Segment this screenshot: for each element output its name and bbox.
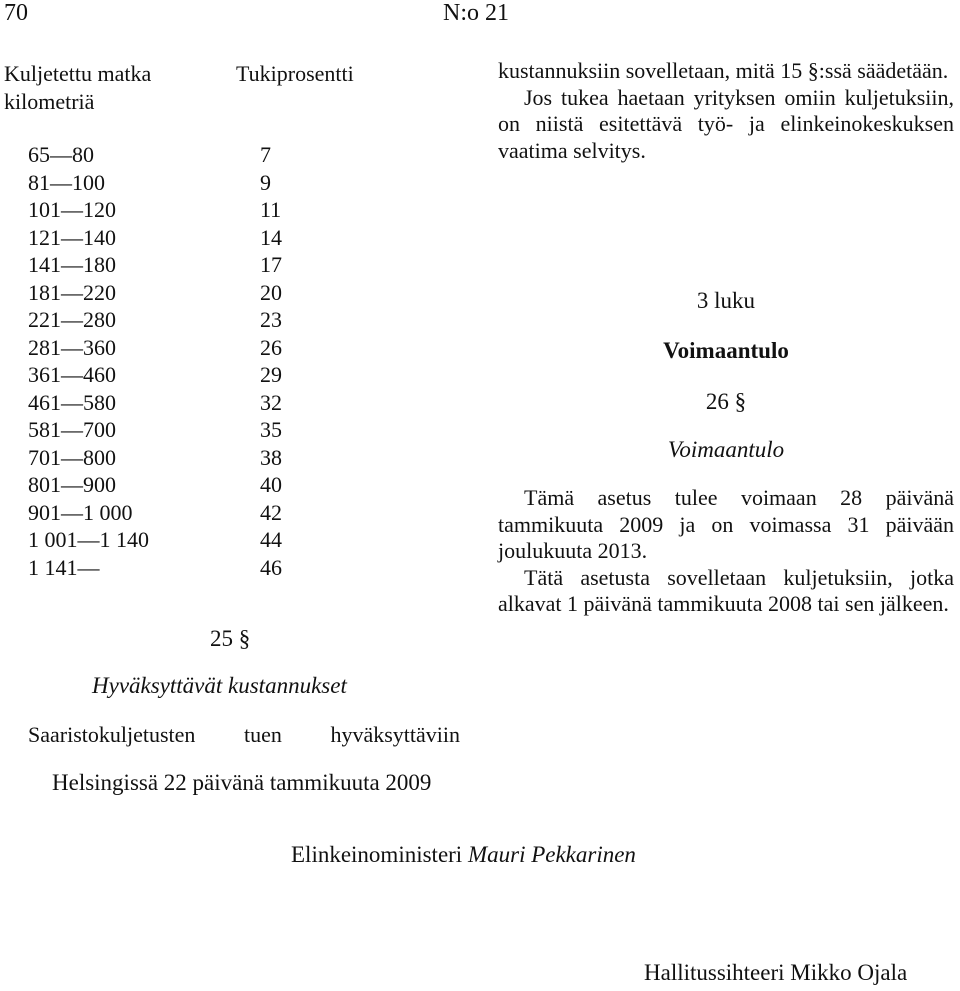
table-row bbox=[28, 224, 290, 252]
range-cell: 121—140 bbox=[28, 224, 116, 250]
table-header-percent: Tukiprosentti bbox=[236, 61, 354, 86]
range-cell: 141—180 bbox=[28, 252, 116, 277]
range-cell: 101—120 bbox=[28, 197, 116, 222]
range-cell: 1 141— bbox=[28, 554, 100, 580]
table-row bbox=[28, 526, 290, 554]
secretary-signature: Hallitussihteeri Mikko Ojala bbox=[644, 960, 908, 985]
section-25-number: 25 § bbox=[210, 626, 251, 651]
percent-cell: 29 bbox=[260, 362, 282, 387]
percent-cell: 14 bbox=[260, 224, 282, 250]
percent-cell: 44 bbox=[260, 527, 282, 552]
table-row bbox=[28, 361, 290, 389]
percent-cell: 20 bbox=[260, 279, 282, 305]
table-row bbox=[28, 389, 290, 417]
percent-cell: 7 bbox=[260, 142, 271, 167]
chapter-number: 3 luku bbox=[696, 288, 756, 313]
table-row bbox=[28, 169, 290, 197]
page-number: 70 bbox=[4, 0, 28, 26]
section-25-title: Hyväksyttävät kustannukset bbox=[92, 673, 347, 698]
range-cell: 221—280 bbox=[28, 307, 116, 332]
range-cell: 801—900 bbox=[28, 472, 116, 497]
percent-cell: 40 bbox=[260, 472, 282, 497]
table-header-distance-line1: Kuljetettu matka bbox=[4, 61, 152, 86]
range-cell: 65—80 bbox=[28, 142, 94, 167]
table-header-distance bbox=[4, 60, 151, 116]
range-cell: 901—1 000 bbox=[28, 499, 133, 525]
range-cell: 281—360 bbox=[28, 334, 116, 360]
range-cell: 181—220 bbox=[28, 279, 116, 305]
table-row bbox=[28, 306, 290, 334]
percent-cell: 38 bbox=[260, 444, 282, 470]
issue-number: N:o 21 bbox=[443, 0, 509, 26]
percent-cell: 26 bbox=[260, 334, 282, 360]
table-row bbox=[28, 141, 290, 169]
range-cell: 701—800 bbox=[28, 444, 116, 470]
range-cell: 461—580 bbox=[28, 389, 116, 415]
percent-cell: 46 bbox=[260, 554, 282, 580]
right-column-top bbox=[498, 58, 954, 164]
minister-name: Mauri Pekkarinen bbox=[467, 842, 636, 867]
section-26-title: Voimaantulo bbox=[667, 437, 785, 462]
paragraph-entry-into-force: Tämä asetus tulee voimaan 28 päivänä tammikuuta 2009 ja on voimassa 31 päivään joulukuuta 2013. bbox=[498, 485, 954, 563]
percent-cell: 9 bbox=[260, 169, 271, 195]
table-header-distance-line2: kilometriä bbox=[4, 89, 95, 114]
right-column-bottom bbox=[498, 485, 954, 618]
percent-cell: 23 bbox=[260, 307, 282, 332]
table-row bbox=[28, 279, 290, 307]
table-row bbox=[28, 196, 290, 224]
support-table bbox=[28, 141, 290, 581]
table-row bbox=[28, 471, 290, 499]
section-26-number: 26 § bbox=[705, 389, 747, 414]
range-cell: 581—700 bbox=[28, 417, 116, 442]
paragraph-application: Tätä asetusta sovelletaan kuljetuksiin, jotka alkavat 1 päivänä tammikuuta 2008 tai sen jälkeen. bbox=[498, 564, 954, 616]
percent-cell: 11 bbox=[260, 197, 282, 222]
paragraph-continuation: kustannuksiin sovelletaan, mitä 15 §:ssä säädetään. bbox=[498, 58, 949, 83]
minister-title: Elinkeinoministeri bbox=[291, 842, 463, 867]
percent-cell: 17 bbox=[260, 252, 282, 277]
table-row bbox=[28, 251, 290, 279]
table-row bbox=[28, 334, 290, 362]
section-25-text: Saaristokuljetusten tuen hyväksyttäviin bbox=[28, 722, 460, 747]
percent-cell: 32 bbox=[260, 389, 282, 415]
table-row bbox=[28, 444, 290, 472]
chapter-title: Voimaantulo bbox=[663, 338, 789, 363]
range-cell: 1 001—1 140 bbox=[28, 527, 149, 552]
minister-signature bbox=[291, 842, 636, 868]
paragraph-own-transport: Jos tukea haetaan yrityksen omiin kuljetuksiin, on niistä esitettävä työ- ja elinkeinokeskuksen vaatima selvitys. bbox=[498, 84, 954, 163]
range-cell: 81—100 bbox=[28, 169, 105, 195]
table-row bbox=[28, 499, 290, 527]
percent-cell: 35 bbox=[260, 417, 282, 442]
table-row bbox=[28, 416, 290, 444]
range-cell: 361—460 bbox=[28, 362, 116, 387]
percent-cell: 42 bbox=[260, 499, 282, 525]
table-row bbox=[28, 554, 290, 582]
place-and-date: Helsingissä 22 päivänä tammikuuta 2009 bbox=[52, 770, 432, 795]
